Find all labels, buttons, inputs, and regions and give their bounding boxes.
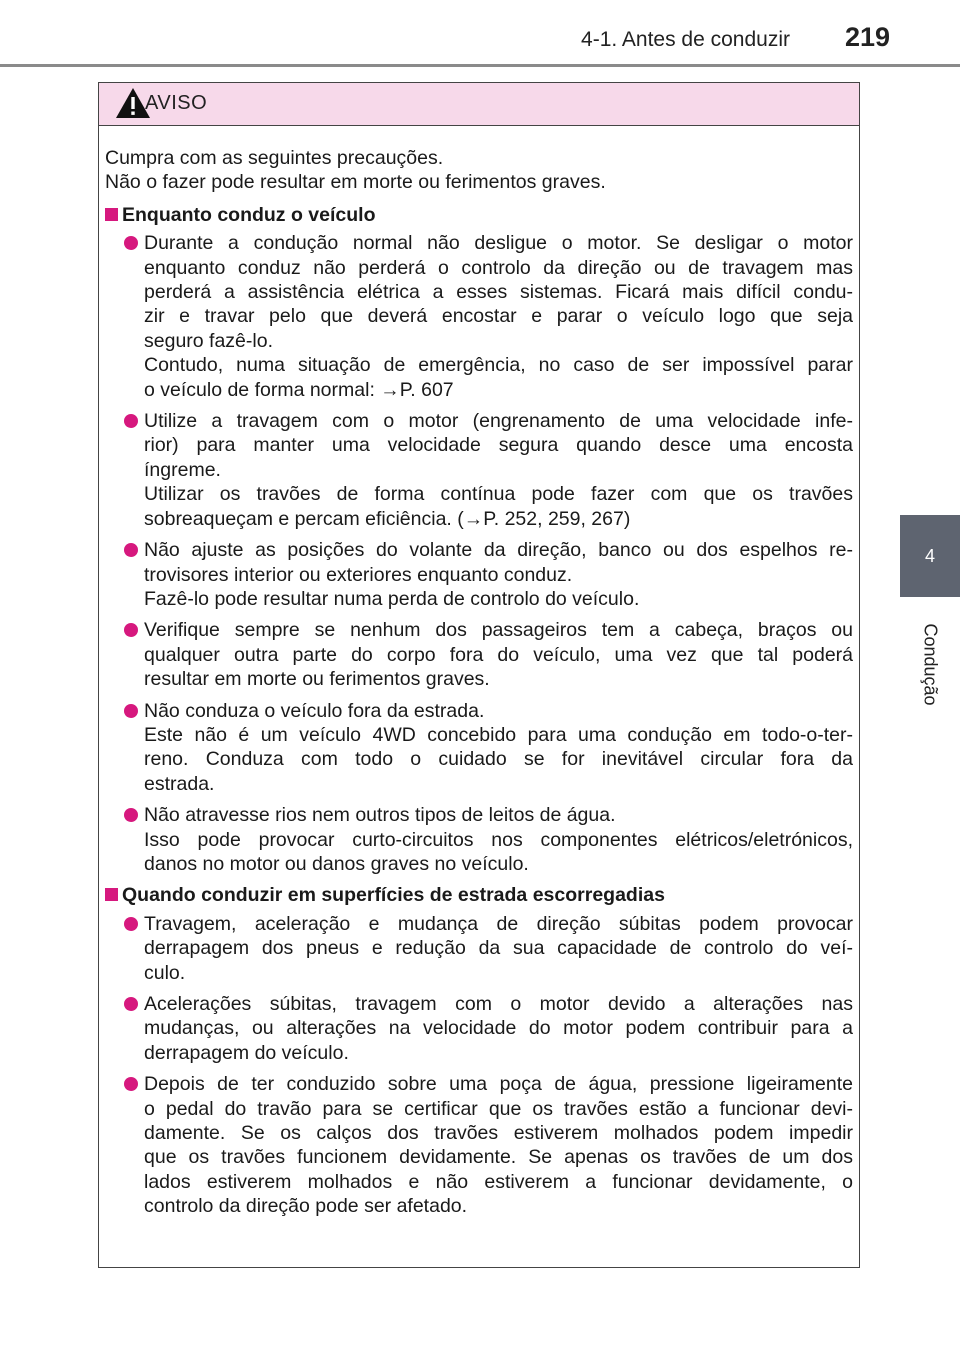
chapter-tab[interactable]: 4 (900, 515, 960, 597)
circle-bullet-icon (124, 623, 138, 637)
bullet-line: Não conduza o veículo fora da estrada. (144, 699, 485, 722)
bullet-line: o pedal do travão para se certificar que os travões estão a funcionar devi- (144, 1097, 853, 1120)
bullet-item (105, 1072, 853, 1218)
section-heading (105, 883, 853, 907)
bullet-line: Utilizar os travões de forma contínua pode fazer com que os travões (144, 483, 853, 506)
header-rule (0, 64, 960, 67)
bullet-item (105, 538, 853, 611)
circle-bullet-icon (124, 808, 138, 822)
page-number: 219 (844, 22, 890, 52)
bullet-line: Travagem, aceleração e mudança de direção súbitas podem provocar (144, 912, 853, 935)
bullet-line: estrada. (144, 772, 215, 795)
bullet-item (105, 409, 853, 531)
bullet-line: reno. Conduza com todo o cuidado se for inevitável circular fora da (144, 748, 853, 771)
warning-box (98, 82, 860, 1268)
bullet-line: enquanto conduz não perderá o controlo da direção ou de travagem mas (144, 256, 853, 279)
bullet-line: Utilize a travagem com o motor (engrenamento de uma velocidade infe- (144, 410, 853, 433)
bullet-line: derrapagem dos pneus e redução da sua capacidade de controlo do veí- (144, 937, 853, 960)
circle-bullet-icon (124, 997, 138, 1011)
bullet-line: Depois de ter conduzido sobre uma poça de água, pressione ligeiramente (144, 1073, 853, 1096)
bullet-line: Durante a condução normal não desligue o motor. Se desligar o motor (144, 232, 853, 255)
bullet-line: trovisores interior ou exteriores enquanto conduz. (144, 563, 573, 586)
section-heading (105, 203, 853, 227)
bullet-line: Não atravesse rios nem outros tipos de leitos de água. (144, 804, 616, 827)
bullet-line: derrapagem do veículo. (144, 1041, 349, 1064)
page-header (0, 0, 960, 66)
intro-line: Não o fazer pode resultar em morte ou ferimentos graves. (105, 171, 606, 194)
bullet-line: zir e travar pelo que deverá encostar e parar o veículo logo que seja (144, 305, 853, 328)
bullet-line: Não ajuste as posições do volante da direção, banco ou dos espelhos re- (144, 539, 853, 562)
bullet-line: culo. (144, 961, 186, 984)
circle-bullet-icon (124, 1077, 138, 1091)
circle-bullet-icon (124, 543, 138, 557)
warning-title: AVISO (145, 92, 208, 114)
warning-intro (105, 146, 853, 195)
warning-sections (105, 203, 853, 1219)
circle-bullet-icon (124, 917, 138, 931)
section-heading-text: Quando conduzir em superfícies de estrada escorregadias (122, 884, 665, 907)
bullet-line: controlo da direção pode ser afetado. (144, 1195, 468, 1218)
bullet-line: Verifique sempre se nenhum dos passageiros tem a cabeça, braços ou (144, 619, 853, 642)
bullet-item (105, 618, 853, 691)
bullet-line: damente. Se os calços dos travões estiverem molhados podem impedir (144, 1122, 853, 1145)
chapter-label-container (900, 597, 960, 732)
bullet-item (105, 912, 853, 985)
chapter-label: Condução (920, 623, 941, 706)
section-heading-text: Enquanto conduz o veículo (122, 203, 376, 226)
bullet-line: Contudo, numa situação de emergência, no caso de ser impossível parar (144, 354, 853, 377)
bullet-line: mudanças, ou alterações na velocidade do motor podem contribuir para a (144, 1017, 853, 1040)
circle-bullet-icon (124, 414, 138, 428)
bullet-line: íngreme. (144, 458, 221, 481)
bullet-line: Este não é um veículo 4WD concebido para uma condução em todo-o-ter- (144, 723, 853, 746)
bullet-item (105, 699, 853, 797)
warning-header (99, 83, 859, 126)
bullet-item (105, 803, 853, 876)
warning-content (99, 126, 859, 1219)
bullet-line: resultar em morte ou ferimentos graves. (144, 668, 490, 691)
square-bullet-icon (105, 208, 118, 221)
bullet-line: Fazê-lo pode resultar numa perda de controlo do veículo. (144, 587, 640, 610)
circle-bullet-icon (124, 236, 138, 250)
bullet-line: que os travões funcionem devidamente. Se apenas os travões de um dos (144, 1146, 853, 1169)
bullet-line: o veículo de forma normal: →P. 607 (144, 378, 454, 401)
bullet-line: Isso pode provocar curto-circuitos nos componentes elétricos/eletrónicos, (144, 828, 853, 851)
bullet-item (105, 992, 853, 1065)
square-bullet-icon (105, 888, 118, 901)
section-title: 4-1. Antes de conduzir (581, 28, 790, 51)
bullet-item (105, 231, 853, 402)
bullet-line: perderá a assistência elétrica a esses sistemas. Ficará mais difícil condu- (144, 281, 853, 304)
bullet-line: Acelerações súbitas, travagem com o motor devido a alterações nas (144, 993, 853, 1015)
bullet-line: seguro fazê-lo. (144, 329, 273, 352)
bullet-line: qualquer outra parte do corpo fora do veículo, uma vez que tal poderá (144, 643, 853, 666)
circle-bullet-icon (124, 704, 138, 718)
intro-line: Cumpra com as seguintes precauções. (105, 147, 444, 169)
bullet-line: rior) para manter uma velocidade segura quando desce uma encosta (144, 434, 853, 457)
bullet-line: sobreaqueçam e percam eficiência. (→P. 252, 259, 267) (144, 507, 631, 530)
bullet-line: danos no motor ou danos graves no veículo. (144, 852, 529, 875)
bullet-line: lados estiverem molhados e não estiverem a funcionar devidamente, o (144, 1170, 853, 1193)
